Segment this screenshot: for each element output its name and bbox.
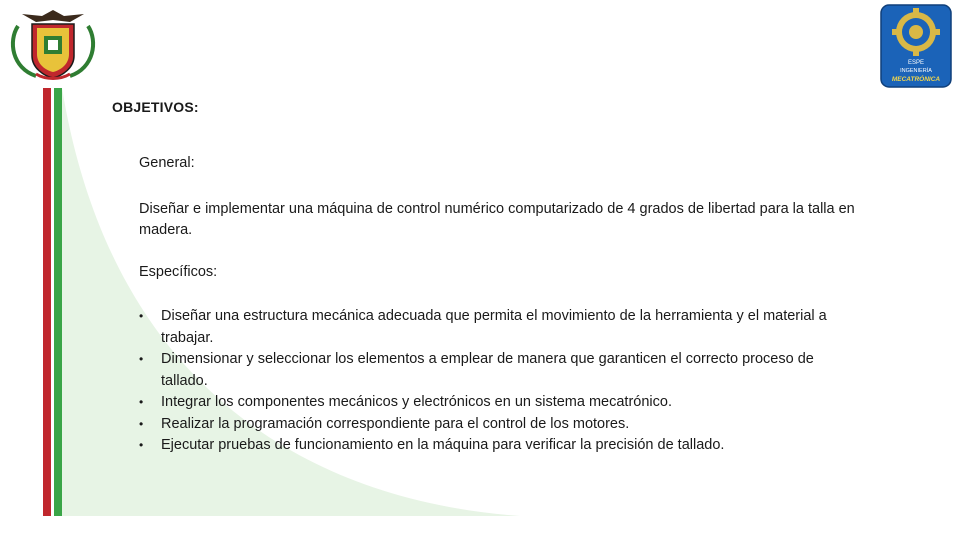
page-title: OBJETIVOS: — [112, 99, 199, 115]
logo-line2: INGENIERÍA — [900, 68, 932, 74]
red-stripe — [43, 88, 51, 516]
list-item-text: Ejecutar pruebas de funcionamiento en la máquina para verificar la precisión de tallado. — [161, 437, 725, 453]
specific-objectives-list — [139, 306, 859, 457]
general-objective-label: General: — [139, 155, 195, 171]
list-item — [139, 435, 859, 457]
list-item-text: Diseñar una estructura mecánica adecuada que permita el movimiento de la herramienta y el material a trabajar. — [161, 308, 827, 346]
general-objective-text: Diseñar e implementar una máquina de control numérico computarizado de 4 grados de libertad para la talla en madera. — [139, 201, 855, 238]
list-item — [139, 392, 859, 414]
logo-line3: MECATRÓNICA — [891, 76, 941, 83]
white-stripe — [51, 88, 54, 516]
list-item — [139, 349, 859, 392]
specific-objectives-label: Específicos: — [139, 264, 218, 280]
logo-line1: ESPE — [907, 60, 925, 66]
mechatronics-logo — [880, 4, 952, 88]
bullet-icon: • — [139, 416, 144, 431]
bullet-icon: • — [139, 395, 144, 409]
green-stripe — [54, 88, 62, 516]
list-item — [139, 414, 859, 436]
list-item-text: Realizar la programación correspondiente para el control de los motores. — [161, 415, 630, 432]
coat-of-arms-logo — [6, 6, 100, 82]
bullet-icon: • — [139, 352, 144, 366]
list-item-text: Dimensionar y seleccionar los elementos a emplear de manera que garanticen el correcto proceso de tallado. — [161, 351, 814, 389]
list-item-text: Integrar los componentes mecánicos y electrónicos en un sistema mecatrónico. — [161, 394, 672, 410]
bullet-icon: • — [139, 309, 144, 323]
list-item — [139, 306, 859, 349]
bullet-icon: • — [139, 438, 144, 452]
